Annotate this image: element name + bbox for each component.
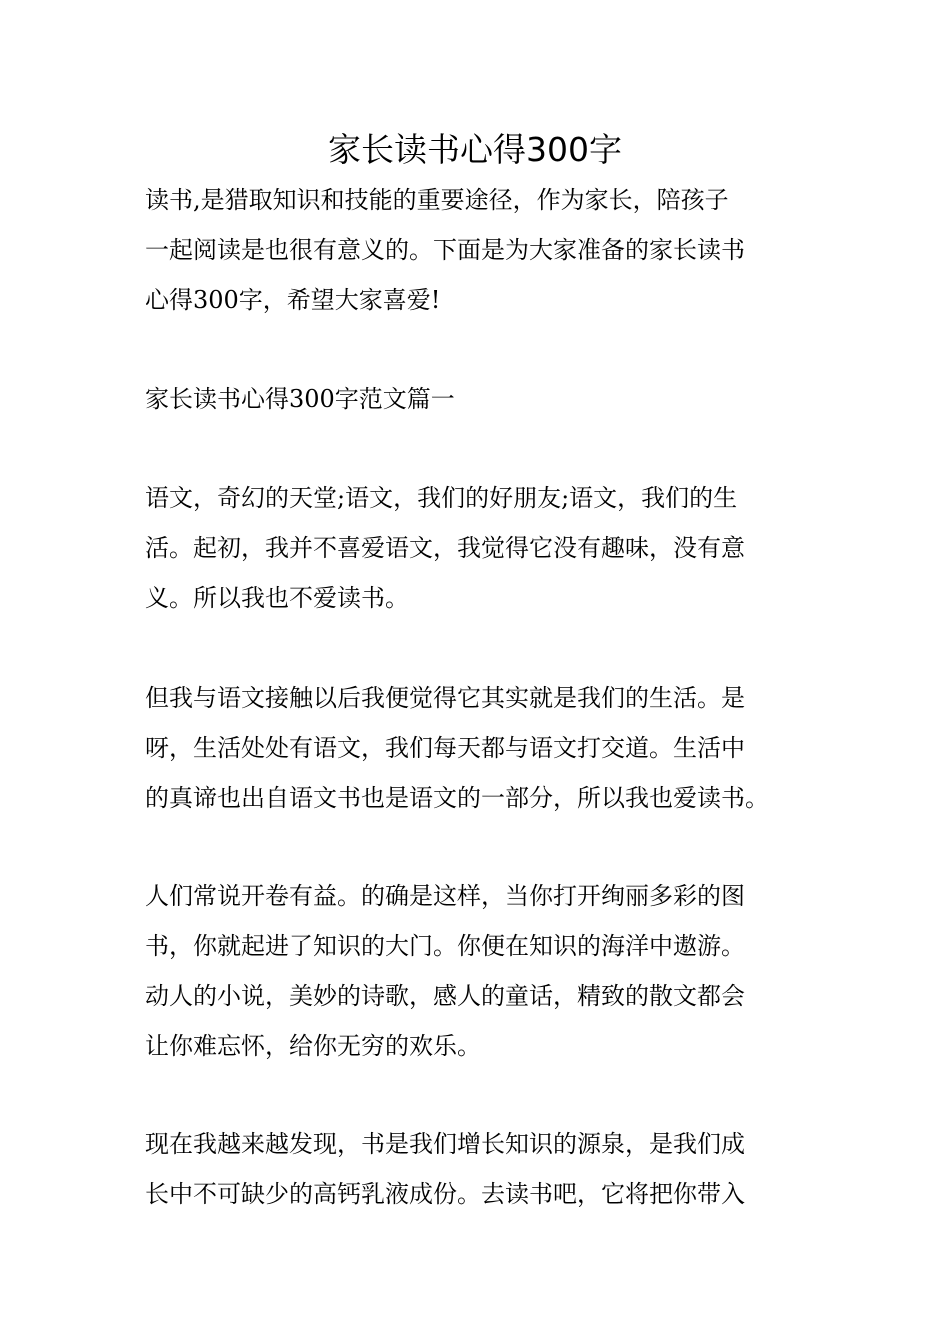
- paragraph-3-line-4: 让你难忘怀，给你无穷的欢乐。: [145, 1032, 481, 1060]
- paragraph-3-line-3: 动人的小说，美妙的诗歌，感人的童话，精致的散文都会: [145, 982, 745, 1010]
- intro-line-3: 心得300字，希望大家喜爱!: [145, 286, 441, 314]
- intro-line-2: 一起阅读是也很有意义的。下面是为大家准备的家长读书: [145, 236, 745, 264]
- section-heading: 家长读书心得300字范文篇一: [145, 385, 455, 413]
- paragraph-3-line-2: 书，你就起进了知识的大门。你便在知识的海洋中遨游。: [145, 932, 745, 960]
- paragraph-2-line-3: 的真谛也出自语文书也是语文的一部分，所以我也爱读书。: [145, 784, 769, 812]
- paragraph-4-line-1: 现在我越来越发现，书是我们增长知识的源泉，是我们成: [145, 1130, 745, 1158]
- paragraph-2-line-2: 呀，生活处处有语文，我们每天都与语文打交道。生活中: [145, 734, 745, 762]
- intro-line-1: 读书,是猎取知识和技能的重要途径，作为家长，陪孩子: [145, 186, 729, 214]
- paragraph-2-line-1: 但我与语文接触以后我便觉得它其实就是我们的生活。是: [145, 684, 745, 712]
- paragraph-4-line-2: 长中不可缺少的高钙乳液成份。去读书吧，它将把你带入: [145, 1180, 745, 1208]
- paragraph-1-line-1: 语文，奇幻的天堂;语文，我们的好朋友;语文，我们的生: [145, 484, 738, 512]
- paragraph-1-line-2: 活。起初，我并不喜爱语文，我觉得它没有趣味，没有意: [145, 534, 745, 562]
- paragraph-3-line-1: 人们常说开卷有益。的确是这样，当你打开绚丽多彩的图: [145, 882, 745, 910]
- paragraph-1-line-3: 义。所以我也不爱读书。: [145, 584, 409, 612]
- document-title: 家长读书心得300字: [328, 130, 622, 169]
